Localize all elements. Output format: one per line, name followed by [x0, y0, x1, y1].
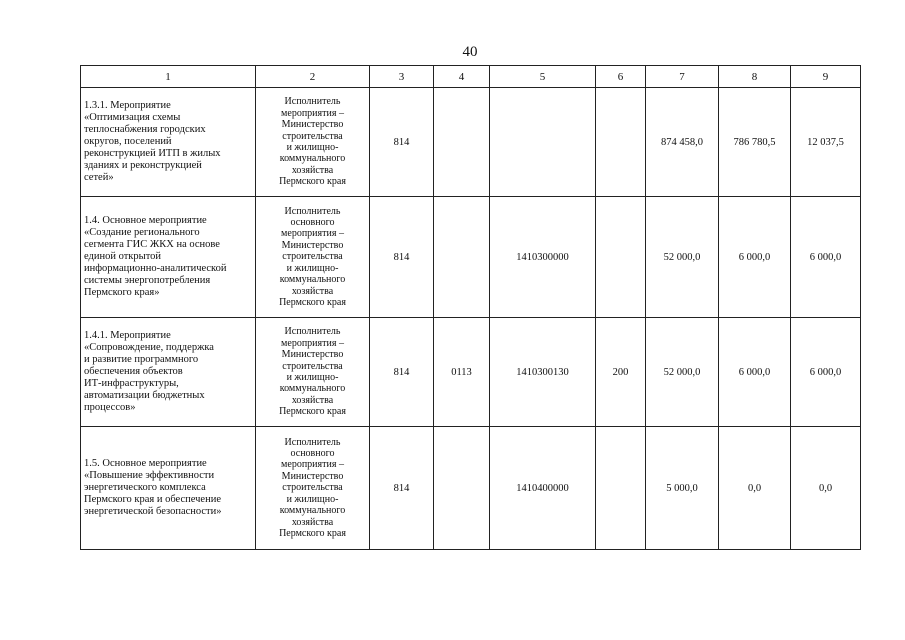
executor-cell: Исполнитель мероприятия – Министерство строительства и жилищно- коммунального хозяйства Пермского края [256, 88, 370, 197]
col-6-cell [596, 197, 646, 318]
header-col-8: 8 [719, 66, 791, 88]
budget-table [80, 65, 861, 550]
header-col-3: 3 [370, 66, 434, 88]
page-number: 40 [462, 44, 478, 60]
col-9-cell: 12 037,5 [791, 88, 861, 197]
col-9-cell: 6 000,0 [791, 318, 861, 427]
activity-name-cell: 1.4. Основное мероприятие «Создание регионального сегмента ГИС ЖКХ на основе единой открытой информационно-аналитической системы энергопотребления Пермского края» [81, 197, 256, 318]
executor-cell: Исполнитель мероприятия – Министерство строительства и жилищно- коммунального хозяйства Пермского края [256, 318, 370, 427]
col-4-cell [434, 427, 490, 550]
header-col-2: 2 [256, 66, 370, 88]
col-3-cell: 814 [370, 197, 434, 318]
col-9-cell: 6 000,0 [791, 197, 861, 318]
header-row [81, 66, 861, 88]
activity-name-cell: 1.4.1. Мероприятие «Сопровождение, поддержка и развитие программного обеспечения объектов ИТ-инфраструктуры, автоматизации бюджетных процессов» [81, 318, 256, 427]
col-7-cell: 874 458,0 [646, 88, 719, 197]
col-8-cell: 786 780,5 [719, 88, 791, 197]
col-7-cell: 52 000,0 [646, 318, 719, 427]
activity-name-cell: 1.5. Основное мероприятие «Повышение эффективности энергетического комплекса Пермского края и обеспечение энергетической безопасности» [81, 427, 256, 550]
col-3-cell: 814 [370, 427, 434, 550]
executor-cell: Исполнитель основного мероприятия – Министерство строительства и жилищно- коммунального хозяйства Пермского края [256, 197, 370, 318]
header-col-7: 7 [646, 66, 719, 88]
header-col-6: 6 [596, 66, 646, 88]
col-4-cell: 0113 [434, 318, 490, 427]
col-6-cell: 200 [596, 318, 646, 427]
table-row [81, 197, 861, 318]
col-7-cell: 52 000,0 [646, 197, 719, 318]
col-4-cell [434, 88, 490, 197]
header-col-9: 9 [791, 66, 861, 88]
table-row [81, 318, 861, 427]
header-col-4: 4 [434, 66, 490, 88]
header-col-5: 5 [490, 66, 596, 88]
col-8-cell: 6 000,0 [719, 318, 791, 427]
col-5-cell: 1410300000 [490, 197, 596, 318]
header-col-1: 1 [81, 66, 256, 88]
col-8-cell: 6 000,0 [719, 197, 791, 318]
col-7-cell: 5 000,0 [646, 427, 719, 550]
col-8-cell: 0,0 [719, 427, 791, 550]
col-4-cell [434, 197, 490, 318]
table-row [81, 88, 861, 197]
col-9-cell: 0,0 [791, 427, 861, 550]
col-3-cell: 814 [370, 88, 434, 197]
table-row [81, 427, 861, 550]
col-5-cell [490, 88, 596, 197]
col-5-cell: 1410400000 [490, 427, 596, 550]
activity-name-cell: 1.3.1. Мероприятие «Оптимизация схемы теплоснабжения городских округов, поселений реконструкцией ИТП в жилых зданиях и реконструкцией сетей» [81, 88, 256, 197]
col-5-cell: 1410300130 [490, 318, 596, 427]
col-6-cell [596, 427, 646, 550]
executor-cell: Исполнитель основного мероприятия – Министерство строительства и жилищно- коммунального хозяйства Пермского края [256, 427, 370, 550]
col-6-cell [596, 88, 646, 197]
col-3-cell: 814 [370, 318, 434, 427]
